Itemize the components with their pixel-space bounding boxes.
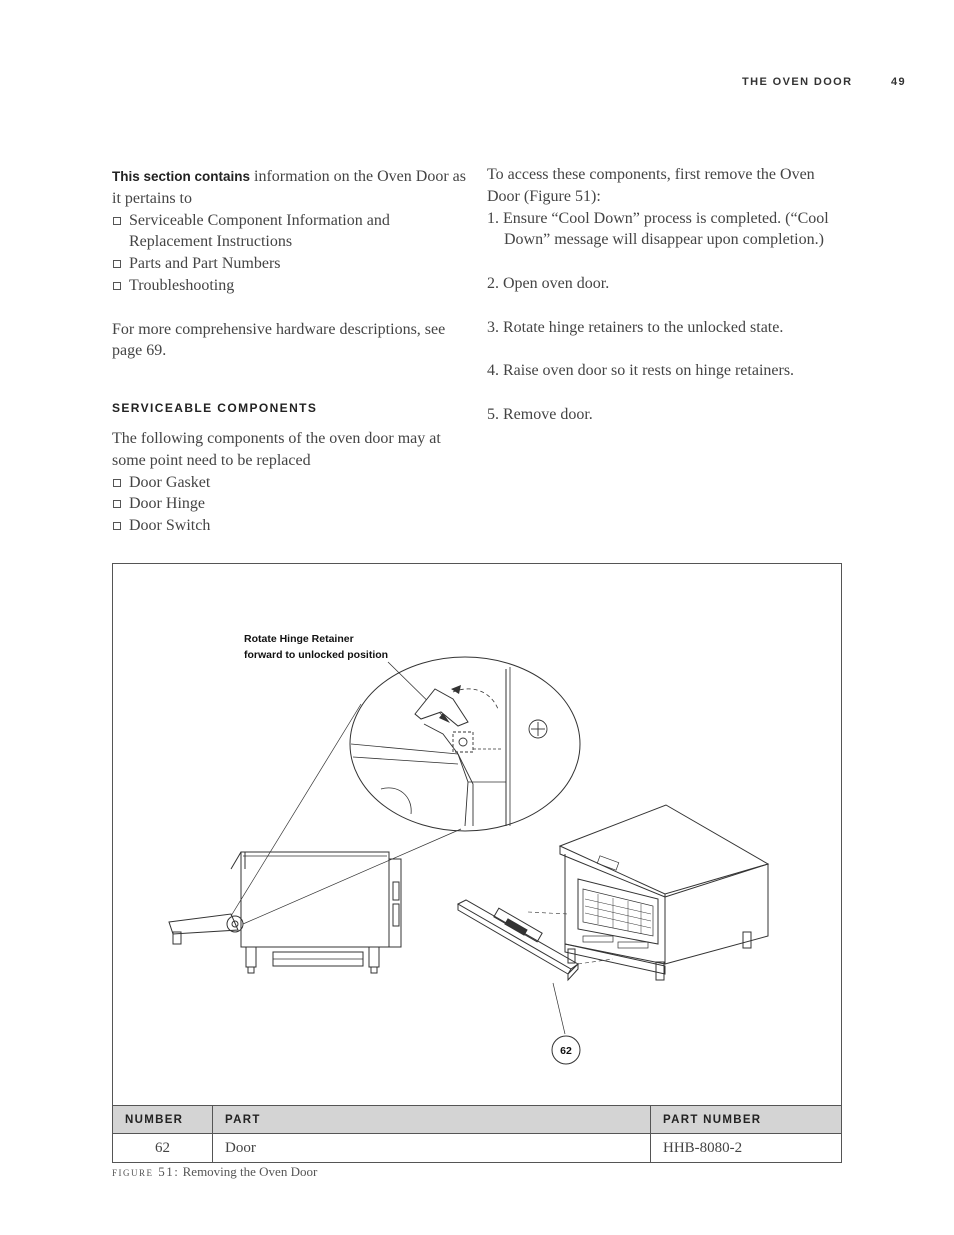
callout-line-1: Rotate Hinge Retainer <box>244 633 354 645</box>
topic-item: Troubleshooting <box>112 275 472 297</box>
component-item: Door Gasket <box>112 472 472 494</box>
section-heading: SERVICEABLE COMPONENTS <box>112 401 318 416</box>
running-header-section: THE OVEN DOOR <box>742 76 853 88</box>
step-item: 1. Ensure “Cool Down” process is completed. (“Cool Down” message will disappear upon completion.) <box>487 209 829 249</box>
cell-part-number: HHB-8080-2 <box>651 1134 842 1163</box>
parts-table <box>113 1105 841 1162</box>
intro-lead: This section contains <box>112 169 251 184</box>
component-item: Door Hinge <box>112 493 472 515</box>
topic-item: Serviceable Component Information and Replacement Instructions <box>112 210 472 254</box>
header-number: NUMBER <box>113 1106 213 1134</box>
intro-text: information on the Oven Door as it pertains to <box>112 168 466 207</box>
cell-number: 62 <box>113 1134 213 1163</box>
figure-51 <box>112 563 842 1163</box>
right-column <box>487 164 847 426</box>
part-62-label: 62 <box>560 1045 572 1057</box>
parts-table-header <box>113 1106 841 1134</box>
oven-front-view <box>560 805 768 980</box>
caption-text: Removing the Oven Door <box>179 1164 318 1179</box>
callout-line-2: forward to unlocked position <box>244 649 389 661</box>
step-item: 5. Remove door. <box>487 405 593 423</box>
more-info-paragraph: For more comprehensive hardware descriptions, see page 69. <box>112 320 446 360</box>
oven-door-illustration <box>113 564 841 1105</box>
oven-door-removed <box>458 900 613 1034</box>
header-part: PART <box>213 1106 651 1134</box>
hinge-detail-magnifier <box>350 657 580 831</box>
components-intro: The following components of the oven door may at some point need to be replaced <box>112 429 441 469</box>
access-intro: To access these components, first remove the Oven Door (Figure 51): <box>487 166 815 205</box>
caption-label: figure 51: <box>112 1164 180 1179</box>
component-item: Door Switch <box>112 515 472 537</box>
step-item: 4. Raise oven door so it rests on hinge retainers. <box>487 362 795 380</box>
left-column <box>112 166 472 537</box>
page-number: 49 <box>891 76 907 88</box>
header-part-number: PART NUMBER <box>651 1106 842 1134</box>
intro-paragraph <box>112 166 472 210</box>
part-62-callout <box>552 1036 580 1064</box>
table-row <box>113 1134 841 1163</box>
step-item: 2. Open oven door. <box>487 274 610 292</box>
topic-item: Parts and Part Numbers <box>112 253 472 275</box>
figure-caption <box>112 1164 317 1180</box>
cell-part: Door <box>213 1134 651 1163</box>
step-item: 3. Rotate hinge retainers to the unlocked state. <box>487 318 784 336</box>
